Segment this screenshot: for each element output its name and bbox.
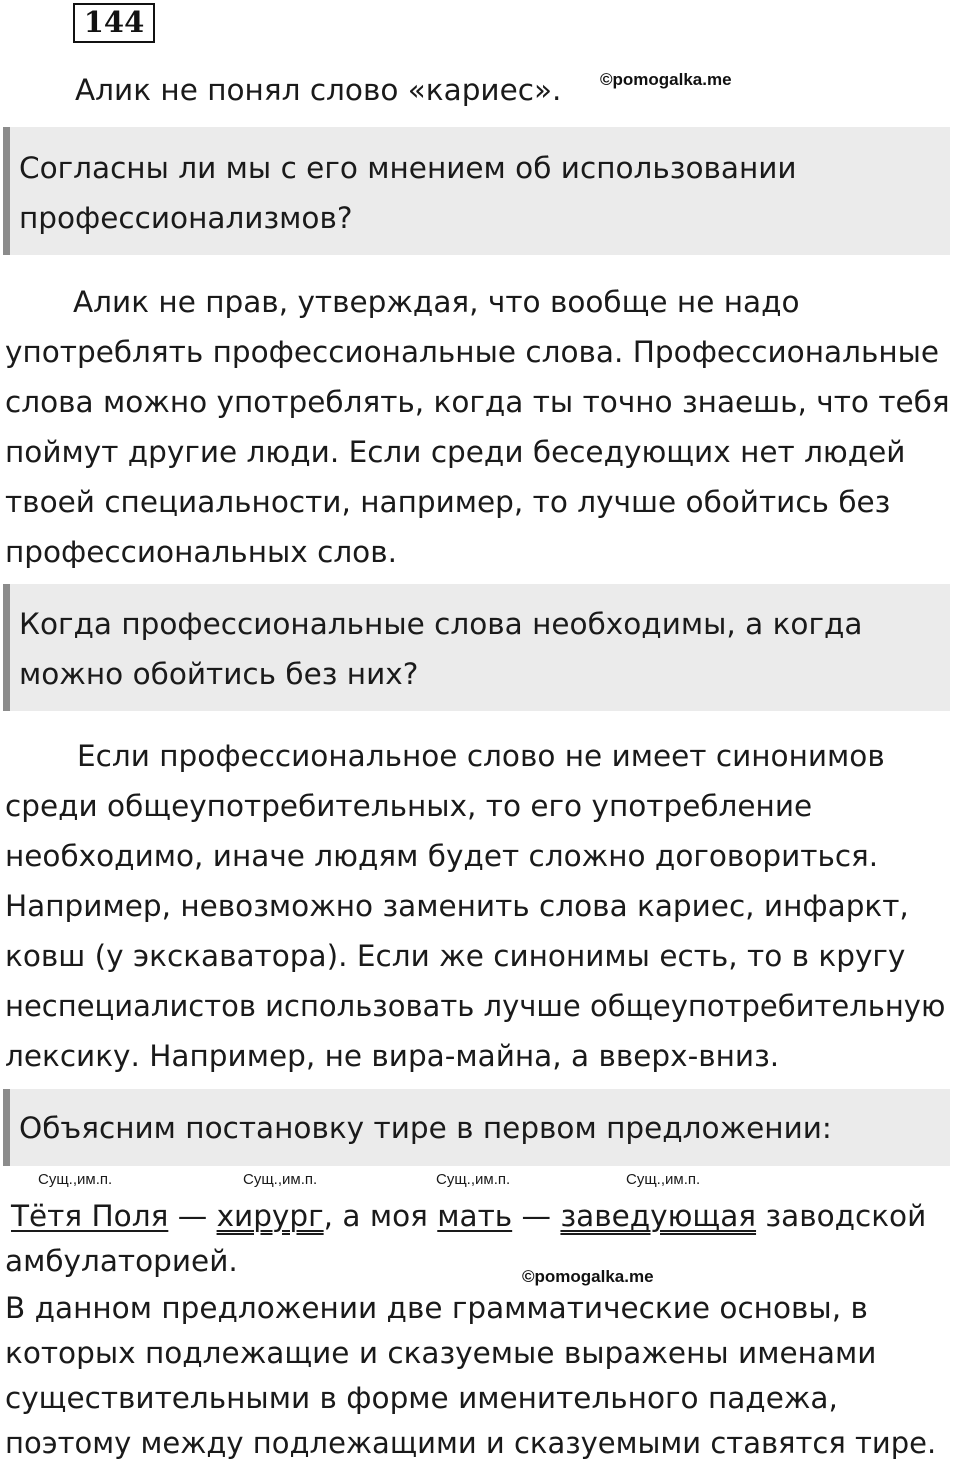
watermark-top: ©pomogalka.me [600, 70, 732, 89]
sentence-line-2: амбулаторией. [5, 1244, 238, 1278]
answer1-line: поймут другие люди. Если среди беседующих нет людей [5, 435, 906, 469]
dash-1: — [168, 1199, 217, 1233]
explanation-line: существительными в форме именительного падежа, [5, 1381, 838, 1415]
question3-line: Объясним постановку тире в первом предложении: [19, 1111, 832, 1145]
answer2-line: неспециалистов использовать лучше общеупотребительную [5, 989, 946, 1023]
question1-line: профессионализмов? [19, 201, 353, 235]
question-box-3 [3, 1089, 950, 1166]
sentence-middle: , а моя [323, 1199, 438, 1233]
pos-label: Сущ.,им.п. [243, 1171, 318, 1188]
explanation-line: поэтому между подлежащими и сказуемыми ставятся тире. [5, 1426, 937, 1460]
answer2-line: необходимо, иначе людям будет сложно договориться. [5, 839, 879, 873]
watermark-bottom: ©pomogalka.me [522, 1267, 654, 1286]
analyzed-sentence [11, 1196, 926, 1236]
exercise-number: 144 [73, 3, 155, 43]
subject-1: Тётя Поля [11, 1199, 169, 1233]
predicate-1: хирург [216, 1199, 324, 1233]
question2-line: Когда профессиональные слова необходимы, а когда [19, 607, 863, 641]
pos-label: Сущ.,им.п. [626, 1171, 701, 1188]
answer2-line: ковш (у экскаватора). Если же синонимы есть, то в кругу [5, 939, 906, 973]
answer1-paragraph [5, 277, 950, 577]
explanation-line: которых подлежащие и сказуемые выражены именами [5, 1336, 877, 1370]
pos-label: Сущ.,им.п. [38, 1171, 113, 1188]
intro-line: Алик не понял слово «кариес». [75, 73, 562, 107]
answer2-line: лексику. Например, не вира-майна, а вверх-вниз. [5, 1039, 780, 1073]
predicate-2: заведующая [560, 1199, 757, 1233]
answer2-line: среди общеупотребительных, то его употребление [5, 789, 813, 823]
answer2-line: Если профессиональное слово не имеет синонимов [77, 739, 885, 773]
answer1-line: слова можно употреблять, когда ты точно знаешь, что тебя [5, 385, 950, 419]
pos-label: Сущ.,им.п. [436, 1171, 511, 1188]
answer1-line: употреблять профессиональные слова. Профессиональные [5, 335, 940, 369]
sentence-tail: заводской [756, 1199, 927, 1233]
subject-2: мать [437, 1199, 513, 1233]
answer1-line: твоей специальности, например, то лучше обойтись без [5, 485, 891, 519]
answer2-paragraph [5, 731, 945, 1081]
answer1-line: Алик не прав, утверждая, что вообще не надо [73, 285, 800, 319]
question1-line: Согласны ли мы с его мнением об использовании [19, 151, 797, 185]
dash-2: — [512, 1199, 561, 1233]
explanation-line: В данном предложении две грамматические основы, в [5, 1291, 868, 1325]
question-box-2 [3, 584, 950, 711]
answer1-line: профессиональных слов. [5, 535, 397, 569]
explanation-paragraph [5, 1286, 936, 1466]
question2-line: можно обойтись без них? [19, 657, 419, 691]
answer2-line: Например, невозможно заменить слова кариес, инфаркт, [5, 889, 909, 923]
question-box-1 [3, 127, 950, 255]
